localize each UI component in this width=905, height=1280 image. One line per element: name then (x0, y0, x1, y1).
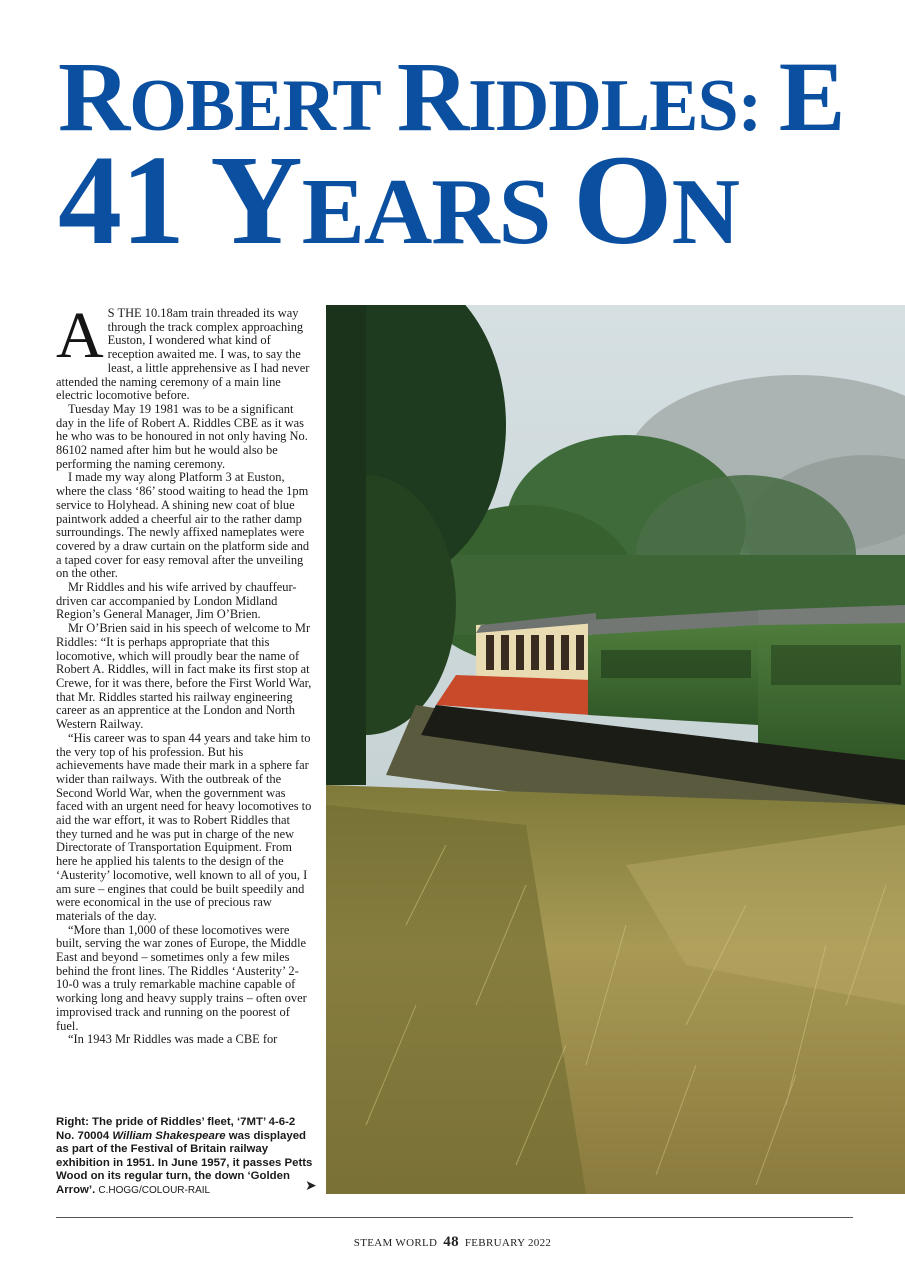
headline-line-2: 41 YEARS ON (58, 129, 739, 271)
article-paragraph: Tuesday May 19 1981 was to be a significant day in the life of Robert A. Riddles CBE as it was he who was to be honoured in not only having No. 86102 named after him but he would also be performing the naming ceremony. (56, 401, 308, 471)
arrow-right-icon: ➤ (305, 1178, 317, 1194)
article-body (56, 299, 314, 1047)
magazine-name: STEAM WORLD (353, 1237, 438, 1249)
article-paragraph: Mr O’Brien said in his speech of welcome to Mr Riddles: “It is perhaps appropriate that this locomotive, which will proudly bear the name of Robert A. Riddles, will in fact make its first stop at Crewe, for it was there, before the First World War, that Mr. Riddles started his railway engineering career as an apprentice at the London and North Western Railway. (56, 621, 312, 732)
footer-rule (56, 1217, 853, 1218)
article-paragraph: “In 1943 Mr Riddles was made a CBE for (68, 1032, 278, 1047)
page-number: 48 (443, 1234, 459, 1250)
article-paragraph: A S THE 10.18am train threaded its way through the track complex approaching Euston, I wondered what kind of reception awaited me. I was, to say the least, a little apprehensive as I had never attended the naming ceremony of a main line electric locomotive before. (56, 299, 310, 403)
train-photograph (326, 305, 905, 1194)
article-paragraph: “More than 1,000 of these locomotives were built, serving the war zones of Europe, the Middle East and beyond – sometimes only a few miles behind the front lines. The Riddles ‘Austerity’ 2-10-0 was a truly remarkable machine capable of working long and heavy supply trains – often over improvised track and running on the poorest of fuel. (56, 922, 307, 1033)
article-paragraph: I made my way along Platform 3 at Euston, where the class ‘86’ stood waiting to head the 1pm service to Holyhead. A shining new coat of blue paintwork added a cheerful air to the rather damp surroundings. The newly affixed nameplates were covered by a draw curtain on the platform side and a taped cover for easy removal after the unveiling on the other. (56, 470, 310, 581)
headline-line-1: ROBERT RIDDLES: E (58, 41, 845, 152)
drop-cap: A (56, 299, 104, 372)
page-footer (0, 1234, 905, 1251)
issue-date: FEBRUARY 2022 (464, 1237, 552, 1249)
photo-caption: Right: The pride of Riddles’ fleet, ‘7MT’ 4-6-2 No. 70004 William Shakespeare was displayed as part of the Festival of Britain railway exhibition in 1951. In June 1957, it passes Petts Wood on its regular turn, the down ‘Golden Arrow’. C.HOGG/COLOUR-RAIL (56, 1116, 313, 1196)
article-paragraph: “His career was to span 44 years and take him to the very top of his profession. But his achievements have made their mark in a sphere far wider than railways. With the outbreak of the Second World War, when the government was faced with an urgent need for heavy locomotives to aid the war effort, it was to Robert Riddles that they turned and he was put in charge of the new Directorate of Transportation Equipment. From here he applied his talents to the design of the ‘Austerity’ locomotive, well known to all of you, I am sure – engines that could be built speedily and were economical in the use of precious raw materials of the day. (56, 730, 312, 923)
article-paragraph: Mr Riddles and his wife arrived by chauffeur-driven car accompanied by London Midland Region’s General Manager, Jim O’Brien. (56, 580, 297, 622)
photo-credit: C.HOGG/COLOUR-RAIL (98, 1184, 211, 1196)
